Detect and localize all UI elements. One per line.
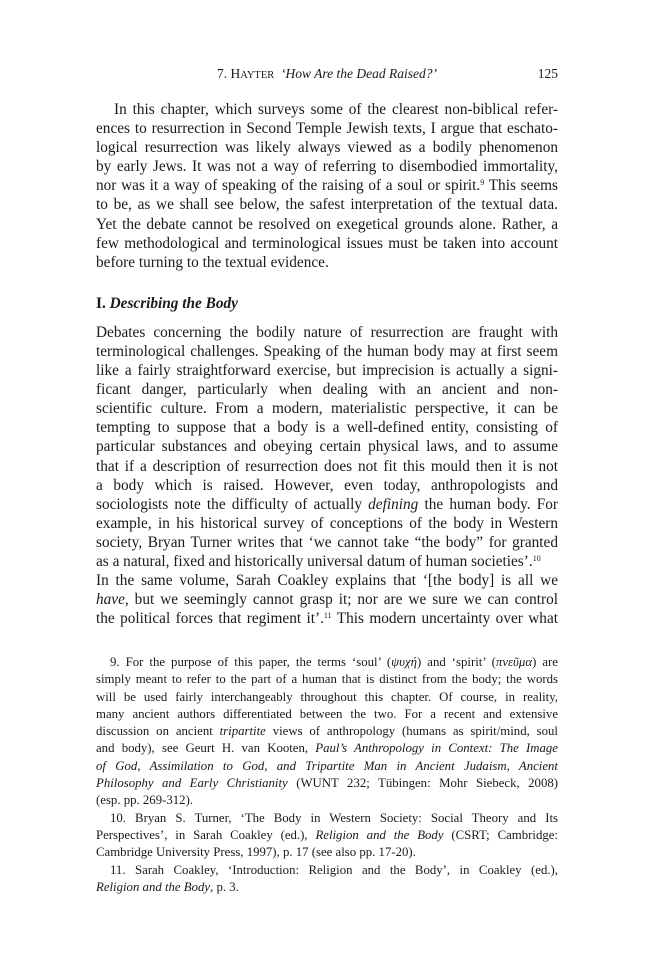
text-line: In the same volume, Sarah Coakley explains that ‘[the body] is all we xyxy=(96,572,558,590)
footnotes xyxy=(96,654,558,896)
footnote-10 xyxy=(96,810,558,862)
footnote-line: Perspectives’, in Sarah Coakley (ed.), Religion and the Body (CSRT; Cambridge: xyxy=(96,827,558,842)
text-line: In this chapter, which surveys some of the clearest non-biblical refer- xyxy=(114,101,558,118)
text-line: sociologists note the difficulty of actually defining the human body. For xyxy=(96,495,559,513)
text-line: to be, as we shall see below, the safest interpretation of the textual data. xyxy=(96,196,558,214)
footnote-ref-9[interactable]: 9 xyxy=(480,178,485,188)
running-title xyxy=(96,64,558,86)
footnote-line: 11. Sarah Coakley, ‘Introduction: Religion and the Body’, in Coakley (ed.), xyxy=(110,862,558,877)
text-line: that if a description of resurrection does not fit this mould then it is not xyxy=(96,457,558,475)
author-initial: H xyxy=(230,66,241,81)
text-line: Debates concerning the bodily nature of resurrection are fraught with xyxy=(96,323,558,341)
text-line: a body which is raised. However, even today, anthropologists and xyxy=(96,476,558,494)
section-number: I. xyxy=(96,294,106,312)
footnote-line: 9. For the purpose of this paper, the terms ‘soul’ (ψυχή) and ‘spirit’ (πνεῦμα) are xyxy=(110,655,558,669)
text-line: example, in his historical survey of conceptions of the body in Western xyxy=(96,514,558,532)
text-line: before turning to the textual evidence. xyxy=(96,253,329,271)
footnote-line: Religion and the Body, p. 3. xyxy=(96,879,239,894)
text-line: as a natural, fixed and historically universal datum of human societies’.$^{10}$ xyxy=(96,552,541,570)
footnote-line: will be used fairly interchangeably throughout this chapter. Of course, in reality, xyxy=(96,689,558,704)
text-line: by early Jews. It was not a way of referring to disembodied immortality, xyxy=(96,158,558,176)
text-line: society, Bryan Turner writes that ‘we cannot take “the body” for granted xyxy=(96,533,558,551)
chapter-number: 7. xyxy=(216,66,228,81)
paragraph-body xyxy=(96,323,558,629)
text-line: like a fairly straightforward exercise, but imprecision is actually a signi- xyxy=(96,362,558,380)
footnote-line: (esp. pp. 269-312). xyxy=(96,793,194,808)
section-heading xyxy=(96,294,558,313)
text-line: terminological challenges. Speaking of the human body may at first seem xyxy=(96,342,558,360)
text-line: scientific culture. From a modern, materialistic perspective, it can be xyxy=(96,400,558,418)
footnote-line: 10. Bryan S. Turner, ‘The Body in Western Society: Social Theory and Its xyxy=(110,810,558,825)
text-line: logical resurrection was likely always viewed as a bodily phenomenon xyxy=(96,139,558,157)
footnote-line: simply meant to refer to the part of a human that is distinct from the body; the words xyxy=(96,672,558,687)
page-number: 125 xyxy=(537,66,558,81)
running-header xyxy=(96,64,558,84)
footnote-ref-11[interactable]: 11 xyxy=(323,611,332,621)
text-line: particular substances and obeying certain physical laws, and to assume xyxy=(96,438,558,456)
author-rest: AYTER xyxy=(240,70,275,81)
footnote-line: Philosophy and Early Christianity (WUNT 232; Tübingen: Mohr Siebeck, 2008) xyxy=(96,776,558,791)
text-line: have, but we seemingly cannot grasp it; nor are we sure we can control xyxy=(96,591,558,609)
chapter-title: ‘How Are the Dead Raised?’ xyxy=(281,66,437,81)
footnote-line: Cambridge University Press, 1997), p. 17 (see also pp. 17-20). xyxy=(96,845,416,860)
footnote-line: discussion on ancient tripartite views of anthropology (humans as spirit/mind, soul xyxy=(96,724,558,739)
text-line: nor was it a way of speaking of the raising of a soul or spirit.$^9$ This seems xyxy=(96,177,559,195)
text-line: the political forces that regiment it’.$^{11}$ This modern uncertainty over what xyxy=(96,610,558,628)
paragraph-intro xyxy=(96,100,558,272)
footnote-line: of God, Assimilation to God, and Tripartite Man in Ancient Judaism, Ancient xyxy=(96,758,558,773)
footnote-9 xyxy=(96,654,558,810)
footnote-line: and body), see Geurt H. van Kooten, Paul’s Anthropology in Context: The Image xyxy=(96,741,558,756)
footnote-line: many ancient authors differentiated between the two. For a recent and extensive xyxy=(96,706,558,721)
footnote-ref-10[interactable]: 10 xyxy=(532,553,541,563)
footnote-11 xyxy=(96,862,558,897)
main-text xyxy=(96,100,558,628)
text-line: ficant danger, particularly when dealing with an ancient and non- xyxy=(96,381,558,399)
text-line: tempting to suppose that a body is a well-defined entity, consisting of xyxy=(96,419,558,437)
text-line: ences to resurrection in Second Temple Jewish texts, I argue that eschato- xyxy=(96,120,558,138)
text-line: Yet the debate cannot be resolved on exegetical grounds alone. Rather, a xyxy=(96,215,558,233)
section-title: Describing the Body xyxy=(109,294,238,312)
text-line: few methodological and terminological issues must be taken into account xyxy=(96,234,558,252)
